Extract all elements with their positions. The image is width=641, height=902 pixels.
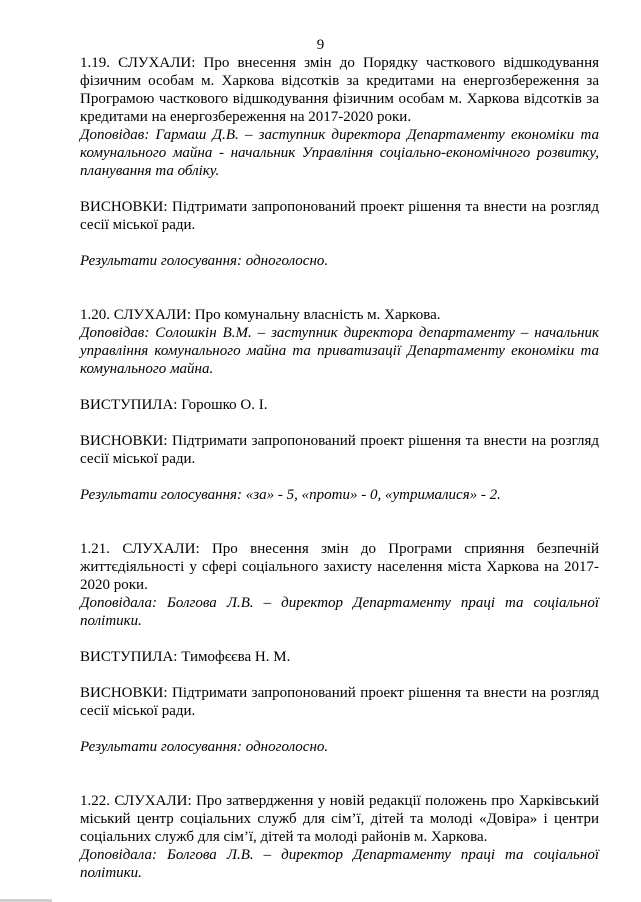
heard-1-19: 1.19. СЛУХАЛИ: Про внесення змін до Порядку часткового відшкодування фізичним особам м. Харкова відсотків за кредитами на енергозбереження за Програмою часткового відшкодування фізичним особам м. Харкова відсотків за кредитами на енергозбереження на 2017-2020 роки. bbox=[80, 55, 599, 125]
spoke-1-21: ВИСТУПИЛА: Тимофєєва Н. М. bbox=[80, 649, 291, 665]
heard-1-20: 1.20. СЛУХАЛИ: Про комунальну власність м. Харкова. bbox=[80, 307, 441, 323]
conclusions-1-20: ВИСНОВКИ: Підтримати запропонований проект рішення та внести на розгляд сесії міської ради. bbox=[80, 433, 599, 467]
page-number: 9 bbox=[316, 37, 325, 53]
minutes-body bbox=[80, 54, 599, 882]
vote-result-1-21: Результати голосування: одноголосно. bbox=[80, 739, 329, 755]
reporter-1-19: Доповідав: Гармаш Д.В. – заступник директора Департаменту економіки та комунального майна - начальник Управління соціально-економічного розвитку, планування та обліку. bbox=[80, 127, 599, 179]
reporter-1-20: Доповідав: Солошкін В.М. – заступник директора департаменту – начальник управління комунального майна та приватизації Департаменту економіки та комунального майна. bbox=[80, 325, 599, 377]
heard-1-22: 1.22. СЛУХАЛИ: Про затвердження у новій редакції положень про Харківський міський центр соціальних служб для сім’ї, дітей та молоді «Довіра» і центри соціальних служб для сім’ї, дітей та молоді районів м. Харкова. bbox=[80, 793, 599, 845]
vote-result-1-20: Результати голосування: «за» - 5, «проти» - 0, «утрималися» - 2. bbox=[80, 487, 501, 503]
reporter-1-21: Доповідала: Болгова Л.В. – директор Департаменту праці та соціальної політики. bbox=[80, 595, 599, 629]
reporter-1-22: Доповідала: Болгова Л.В. – директор Департаменту праці та соціальної політики. bbox=[80, 847, 599, 881]
conclusions-1-21: ВИСНОВКИ: Підтримати запропонований проект рішення та внести на розгляд сесії міської ради. bbox=[80, 685, 599, 719]
heard-1-21: 1.21. СЛУХАЛИ: Про внесення змін до Програми сприяння безпечній життєдіяльності у сфері соціального захисту населення міста Харкова на 2017-2020 роки. bbox=[80, 541, 599, 593]
spoke-1-20: ВИСТУПИЛА: Горошко О. І. bbox=[80, 397, 268, 413]
conclusions-1-19: ВИСНОВКИ: Підтримати запропонований проект рішення та внести на розгляд сесії міської ради. bbox=[80, 199, 599, 233]
vote-result-1-19: Результати голосування: одноголосно. bbox=[80, 253, 329, 269]
